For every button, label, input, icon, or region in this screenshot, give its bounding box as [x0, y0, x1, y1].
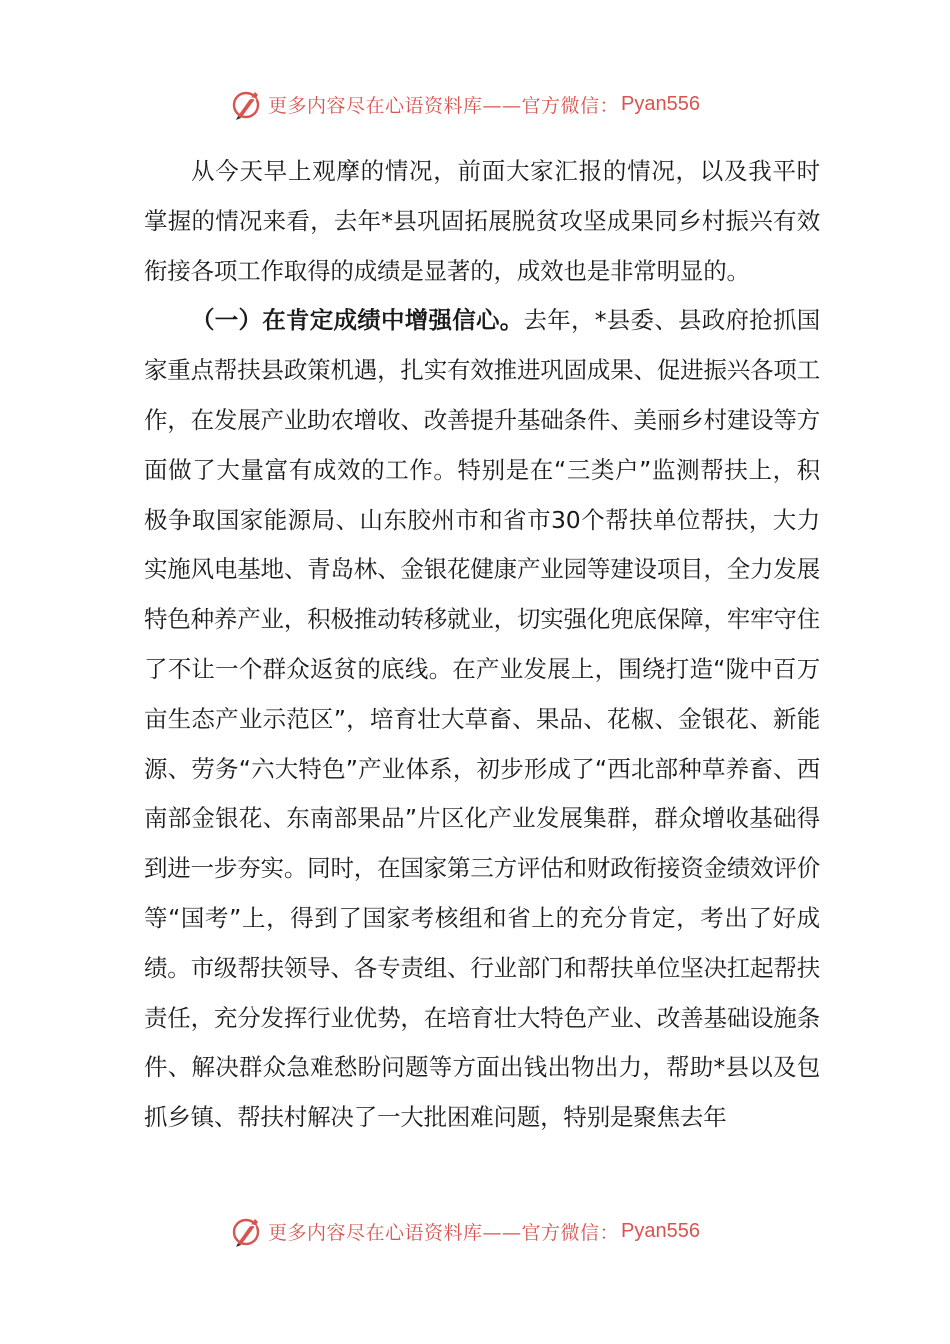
wechat-id: Pyan556 [621, 92, 700, 115]
watermark-banner-top [228, 84, 748, 124]
paragraph-1-text: 从今天早上观摩的情况，前面大家汇报的情况，以及我平时掌握的情况来看，去年*县巩固拓展脱贫攻坚成果同乡村振兴有效衔接各项工作取得的成绩是显著的，成效也是非常明显的。 [144, 157, 820, 285]
paragraph-1 [144, 147, 820, 296]
document-body [144, 147, 820, 1143]
paragraph-2 [144, 296, 820, 1143]
banner-text: 更多内容尽在心语资料库——官方微信： [268, 1221, 620, 1244]
section-heading: （一）在肯定成绩中增强信心。 [191, 306, 524, 335]
pen-logo-icon [228, 1213, 264, 1249]
watermark-banner-bottom [228, 1211, 748, 1251]
pen-logo-icon [228, 86, 264, 122]
paragraph-2-text: 去年，*县委、县政府抢抓国家重点帮扶县政策机遇，扎实有效推进巩固成果、促进振兴各项工作，在发展产业助农增收、改善提升基础条件、美丽乡村建设等方面做了大量富有成效的工作。特别是在“三类户”监测帮扶上，积极争取国家能源局、山东胶州市和省市30个帮扶单位帮扶，大力实施风电基地、青岛林、金银花健康产业园等建设项目，全力发展特色种养产业，积极推动转移就业，切实强化兜底保障，牢牢守住了不让一个群众返贫的底线。在产业发展上，围绕打造“陇中百万亩生态产业示范区”，培育壮大草畜、果品、花椒、金银花、新能源、劳务“六大特色”产业体系，初步形成了“西北部种草养畜、西南部金银花、东南部果品”片区化产业发展集群，群众增收基础得到进一步夯实。同时，在国家第三方评估和财政衔接资金绩效评价等“国考”上，得到了国家考核组和省上的充分肯定，考出了好成绩。市级帮扶领导、各专责组、行业部门和帮扶单位坚决扛起帮扶责任，充分发挥行业优势，在培育壮大特色产业、改善基础设施条件、解决群众急难愁盼问题等方面出钱出物出力，帮助*县以及包抓乡镇、帮扶村解决了一大批困难问题，特别是聚焦去年 [144, 306, 820, 1132]
wechat-id: Pyan556 [621, 1219, 700, 1242]
banner-text: 更多内容尽在心语资料库——官方微信： [268, 94, 620, 117]
